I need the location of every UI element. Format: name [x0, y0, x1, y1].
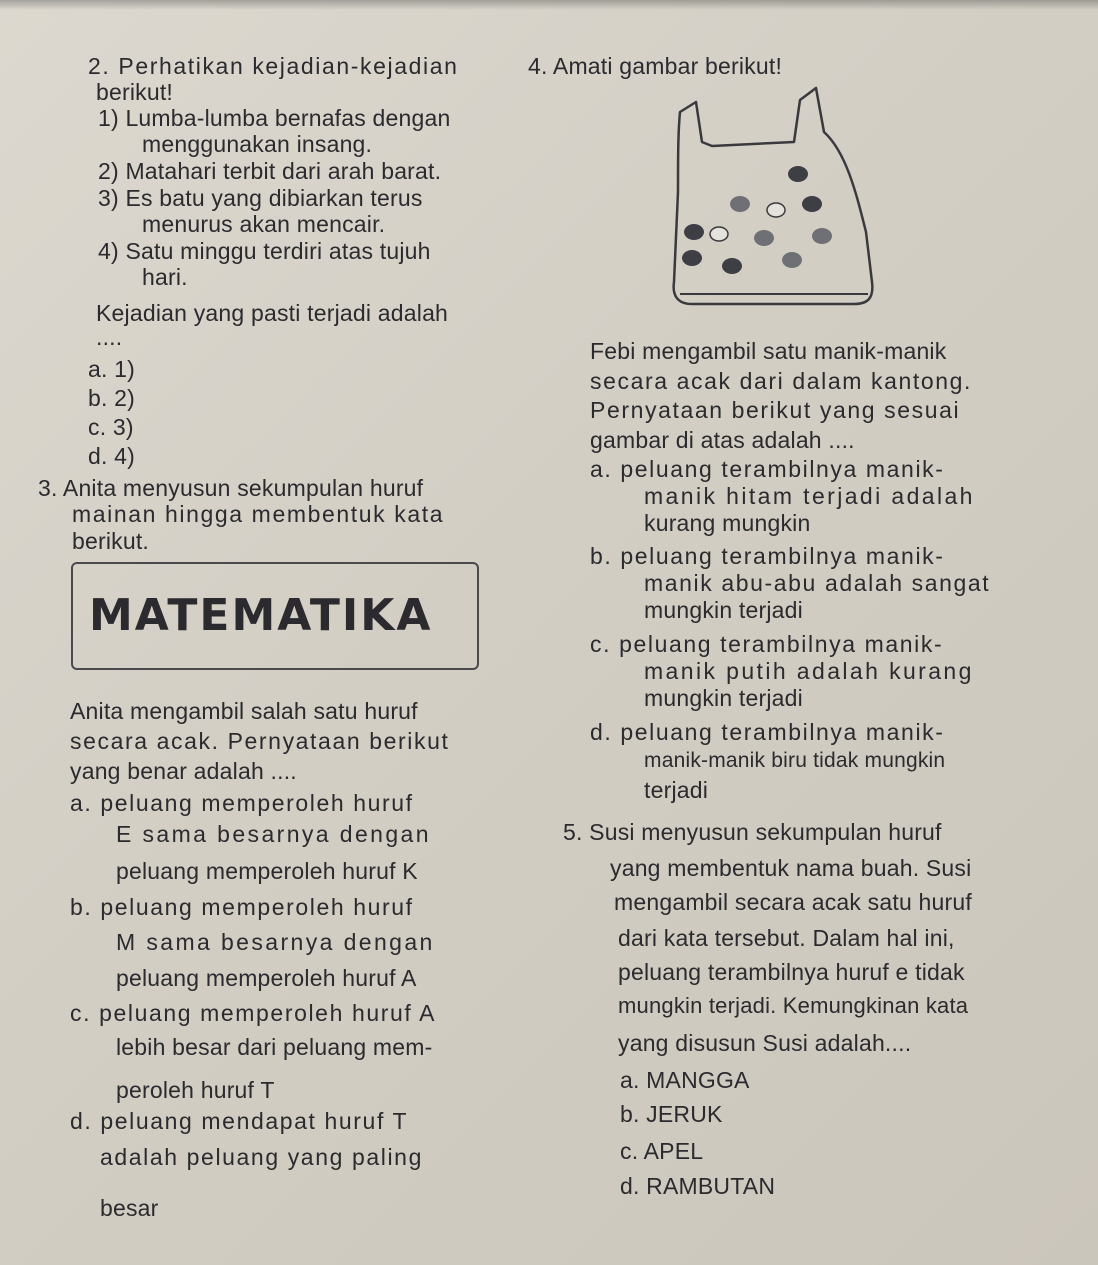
q4-option-b-line3: mungkin terjadi [644, 597, 803, 623]
q3-paragraph-2: secara acak. Pernyataan berikut [70, 728, 450, 754]
q5-option-c[interactable]: c. APEL [620, 1138, 704, 1164]
q4-option-c[interactable]: c. peluang terambilnya manik- [590, 631, 944, 657]
q4-option-d[interactable]: d. peluang terambilnya manik- [590, 719, 945, 745]
q5-option-d[interactable]: d. RAMBUTAN [620, 1173, 776, 1199]
bead-bag-illustration [584, 72, 964, 346]
q5-paragraph-7: yang disusun Susi adalah.... [618, 1030, 912, 1056]
q4-paragraph-2: secara acak dari dalam kantong. [590, 368, 973, 394]
q4-option-b[interactable]: b. peluang terambilnya manik- [590, 543, 945, 569]
bead-black [722, 258, 742, 274]
q4-option-a-line3: kurang mungkin [644, 510, 811, 536]
q4-option-d-line2: manik-manik biru tidak mungkin [644, 749, 946, 772]
bead-black [684, 224, 704, 240]
q5-paragraph-2: yang membentuk nama buah. Susi [610, 855, 972, 881]
word-box-text: MATEMATIKA [89, 590, 433, 641]
q2-item-2: 2) Matahari terbit dari arah barat. [98, 158, 442, 184]
bead-black [788, 166, 808, 182]
q5-paragraph-3: mengambil secara acak satu huruf [614, 889, 972, 915]
q2-prompt: Kejadian yang pasti terjadi adalah [96, 300, 449, 326]
q5-option-a[interactable]: a. MANGGA [620, 1067, 750, 1093]
q3-option-d[interactable]: d. peluang mendapat huruf T [70, 1108, 409, 1134]
q3-option-d-line3: besar [100, 1195, 159, 1221]
q3-option-a[interactable]: a. peluang memperoleh huruf [70, 790, 414, 816]
q2-ellipsis: .... [96, 324, 123, 350]
q4-option-a-line2: manik hitam terjadi adalah [644, 483, 975, 509]
bead-white [767, 203, 785, 217]
q4-title: 4. Amati gambar berikut! [528, 53, 783, 79]
q2-item-4-cont: hari. [142, 264, 188, 290]
q3-option-c[interactable]: c. peluang memperoleh huruf A [70, 1000, 437, 1026]
q3-option-a-line3: peluang memperoleh huruf K [116, 858, 418, 884]
q4-option-d-line3: terjadi [644, 777, 709, 803]
q5-paragraph-4: dari kata tersebut. Dalam hal ini, [618, 925, 955, 951]
q5-option-b[interactable]: b. JERUK [620, 1101, 723, 1127]
bead-gray [812, 228, 832, 244]
q2-item-3-cont: menurus akan mencair. [142, 211, 386, 237]
q5-paragraph-1: 5. Susi menyusun sekumpulan huruf [563, 819, 942, 845]
q3-option-b-line3: peluang memperoleh huruf A [116, 965, 417, 991]
q3-option-b-line2: M sama besarnya dengan [116, 929, 435, 955]
bag-handle-right [794, 100, 800, 142]
q2-item-1: 1) Lumba-lumba bernafas dengan [98, 105, 451, 131]
bag-outline [674, 88, 873, 304]
q3-option-a-line2: E sama besarnya dengan [116, 821, 431, 847]
q2-option-c[interactable]: c. 3) [88, 414, 134, 440]
q3-paragraph-3: yang benar adalah .... [70, 758, 297, 784]
q4-option-c-line3: mungkin terjadi [644, 685, 803, 711]
q5-paragraph-6: mungkin terjadi. Kemungkinan kata [618, 993, 969, 1018]
q2-item-3: 3) Es batu yang dibiarkan terus [98, 185, 423, 211]
q2-item-1-cont: menggunakan insang. [142, 131, 373, 157]
q4-paragraph-1: Febi mengambil satu manik-manik [590, 338, 947, 364]
q4-paragraph-4: gambar di atas adalah .... [590, 427, 855, 453]
q3-option-c-line2: lebih besar dari peluang mem- [116, 1034, 433, 1060]
q4-option-c-line2: manik putih adalah kurang [644, 658, 974, 684]
q5-paragraph-5: peluang terambilnya huruf e tidak [618, 959, 965, 985]
q2-option-b[interactable]: b. 2) [88, 385, 136, 411]
q3-title-cont2: berikut. [72, 528, 150, 554]
q2-option-a[interactable]: a. 1) [88, 356, 136, 382]
bead-white [710, 227, 728, 241]
bead-black [682, 250, 702, 266]
q3-title-cont: mainan hingga membentuk kata [72, 501, 445, 527]
bead-black [802, 196, 822, 212]
page-top-shadow [0, 0, 1098, 10]
q4-paragraph-3: Pernyataan berikut yang sesuai [590, 397, 961, 423]
q2-option-d[interactable]: d. 4) [88, 443, 136, 469]
q2-item-4: 4) Satu minggu terdiri atas tujuh [98, 238, 431, 264]
q4-option-b-line2: manik abu-abu adalah sangat [644, 570, 991, 596]
bead-gray [754, 230, 774, 246]
q3-option-d-line2: adalah peluang yang paling [100, 1144, 423, 1170]
bead-gray [730, 196, 750, 212]
q3-option-b[interactable]: b. peluang memperoleh huruf [70, 894, 414, 920]
q3-paragraph-1: Anita mengambil salah satu huruf [70, 698, 418, 724]
q4-option-a[interactable]: a. peluang terambilnya manik- [590, 456, 945, 482]
q2-title-cont: berikut! [96, 79, 174, 105]
q2-title: 2. Perhatikan kejadian-kejadian [88, 53, 459, 79]
word-box [71, 562, 479, 670]
bead-gray [782, 252, 802, 268]
bag-handle-left [696, 102, 702, 142]
q3-option-c-line3: peroleh huruf T [116, 1077, 275, 1103]
q3-title: 3. Anita menyusun sekumpulan huruf [38, 475, 424, 501]
